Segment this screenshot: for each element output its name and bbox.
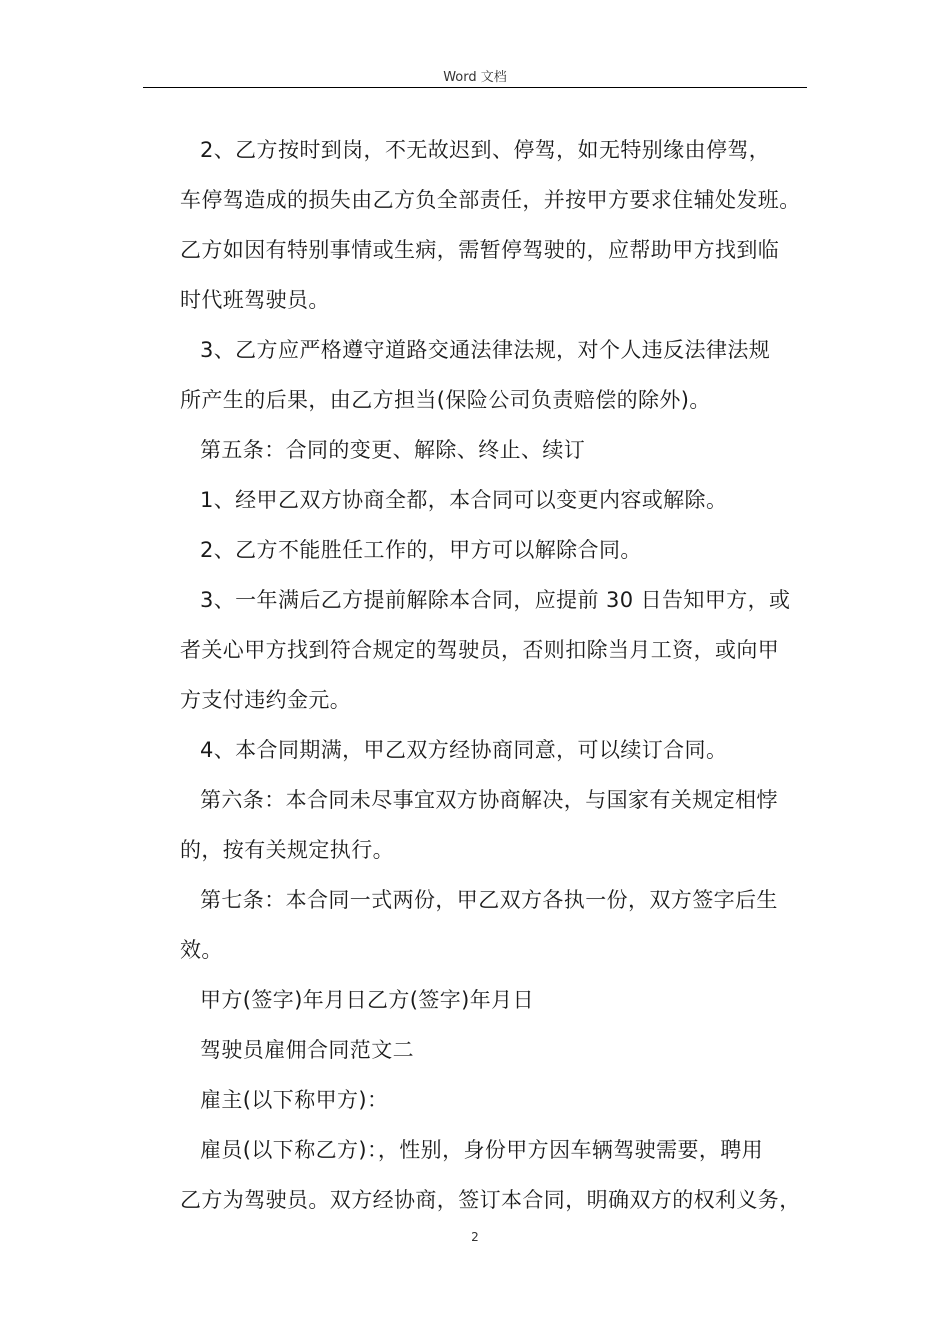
text-line: 方支付违约金元。 xyxy=(180,688,352,712)
document-body xyxy=(180,125,820,1225)
text-line: 甲方(签字)年月日乙方(签字)年月日 xyxy=(200,988,534,1012)
text-line: 乙方为驾驶员。双方经协商，签订本合同，明确双方的权利义务， xyxy=(180,1188,801,1212)
text-line: 雇主(以下称甲方)： xyxy=(200,1088,389,1112)
text-line: 车停驾造成的损失由乙方负全部责任，并按甲方要求住辅处发班。 xyxy=(180,188,801,212)
text-line: 4、本合同期满，甲乙双方经协商同意，可以续订合同。 xyxy=(200,738,728,762)
text-line: 的，按有关规定执行。 xyxy=(180,838,394,862)
text-line: 第六条：本合同未尽事宜双方协商解决，与国家有关规定相悖 xyxy=(200,788,778,812)
text-line: 效。 xyxy=(180,938,223,962)
text-line: 者关心甲方找到符合规定的驾驶员，否则扣除当月工资，或向甲 xyxy=(180,638,780,662)
text-line: 2、乙方不能胜任工作的，甲方可以解除合同。 xyxy=(200,538,642,562)
text-line: 时代班驾驶员。 xyxy=(180,288,330,312)
text-line: 2、乙方按时到岗，不无故迟到、停驾，如无特别缘由停驾， xyxy=(200,138,771,162)
text-line: 1、经甲乙双方协商全都，本合同可以变更内容或解除。 xyxy=(200,488,728,512)
text-line: 第五条：合同的变更、解除、终止、续订 xyxy=(200,438,586,462)
text-line: 3、乙方应严格遵守道路交通法律法规，对个人违反法律法规 xyxy=(200,338,771,362)
text-line: 第七条：本合同一式两份，甲乙双方各执一份，双方签字后生 xyxy=(200,888,778,912)
text-line: 3、一年满后乙方提前解除本合同，应提前 30 日告知甲方，或 xyxy=(200,588,791,612)
text-line: 乙方如因有特别事情或生病，需暂停驾驶的，应帮助甲方找到临 xyxy=(180,238,780,262)
header-divider xyxy=(143,87,807,88)
text-line: 所产生的后果，由乙方担当(保险公司负责赔偿的除外)。 xyxy=(180,388,711,412)
page-header: Word 文档 xyxy=(443,70,507,85)
text-line: 驾驶员雇佣合同范文二 xyxy=(200,1038,414,1062)
page-number: 2 xyxy=(471,1230,479,1244)
text-line: 雇员(以下称乙方)：，性别，身份甲方因车辆驾驶需要，聘用 xyxy=(200,1138,764,1162)
